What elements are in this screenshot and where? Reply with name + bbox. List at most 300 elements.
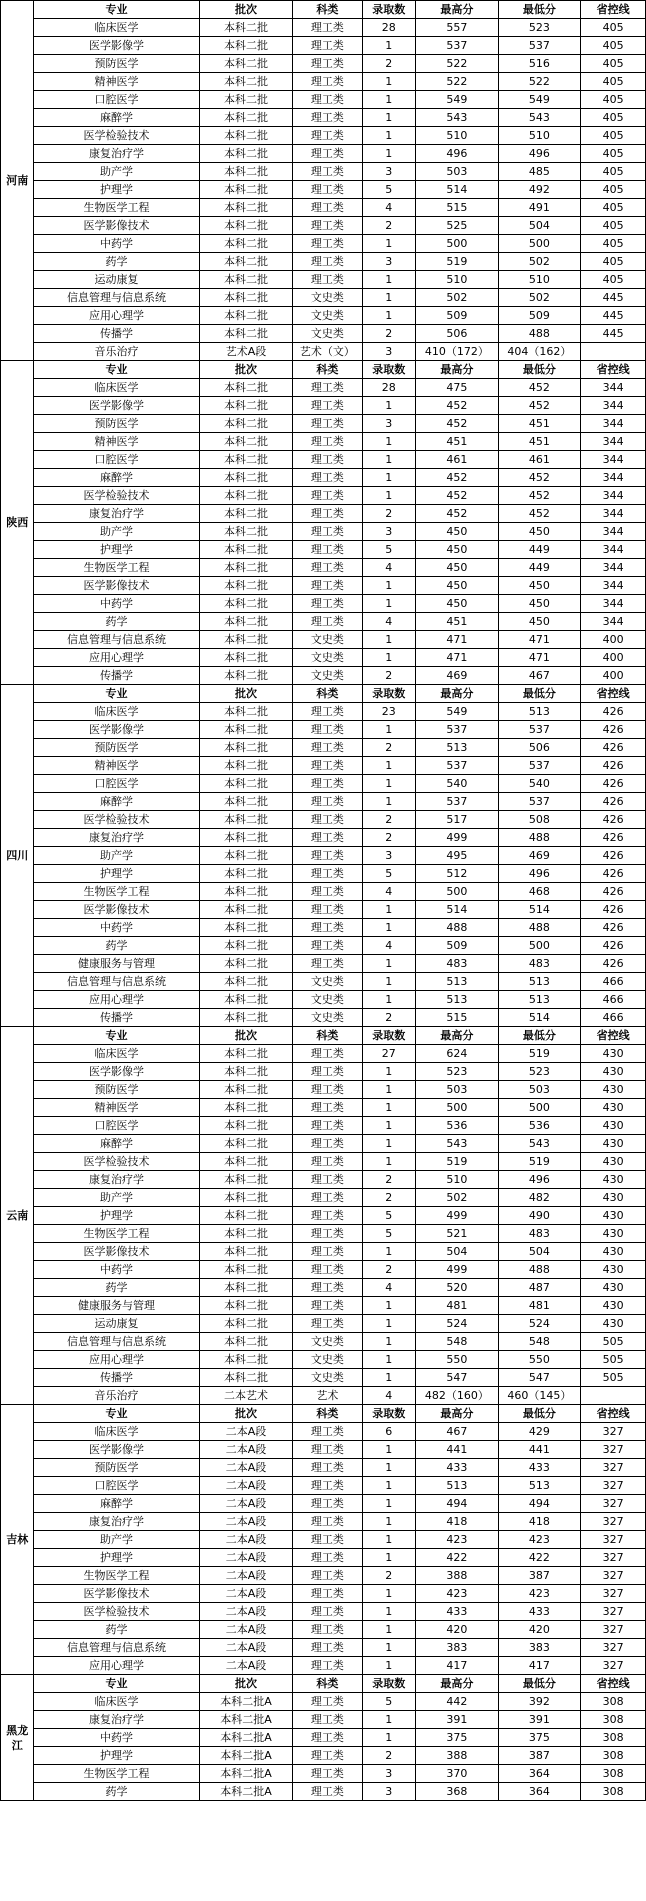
table-cell: 391	[498, 1711, 581, 1729]
table-row	[1, 19, 646, 37]
column-header: 专业	[34, 1027, 199, 1045]
table-cell: 549	[416, 703, 499, 721]
table-cell: 1	[362, 1369, 416, 1387]
table-cell: 理工类	[293, 91, 362, 109]
table-cell: 本科二批	[199, 649, 293, 667]
column-header: 最低分	[498, 1, 581, 19]
table-row	[1, 271, 646, 289]
table-cell: 健康服务与管理	[34, 1297, 199, 1315]
column-header: 最低分	[498, 1675, 581, 1693]
table-cell: 430	[581, 1243, 646, 1261]
table-cell: 本科二批A	[199, 1729, 293, 1747]
table-cell: 513	[416, 739, 499, 757]
table-cell: 2	[362, 1261, 416, 1279]
table-cell: 中药学	[34, 595, 199, 613]
table-cell: 中药学	[34, 235, 199, 253]
table-cell: 理工类	[293, 73, 362, 91]
table-cell: 理工类	[293, 1657, 362, 1675]
table-cell: 543	[416, 1135, 499, 1153]
table-cell: 430	[581, 1117, 646, 1135]
table-cell: 450	[416, 595, 499, 613]
table-cell: 本科二批	[199, 397, 293, 415]
table-cell: 481	[416, 1297, 499, 1315]
table-cell: 口腔医学	[34, 451, 199, 469]
table-cell: 理工类	[293, 55, 362, 73]
table-cell: 理工类	[293, 1621, 362, 1639]
table-cell: 468	[498, 883, 581, 901]
table-cell: 441	[498, 1441, 581, 1459]
column-header: 批次	[199, 1027, 293, 1045]
table-cell: 423	[498, 1531, 581, 1549]
table-cell: 4	[362, 199, 416, 217]
table-cell: 理工类	[293, 433, 362, 451]
table-cell: 本科二批	[199, 19, 293, 37]
table-cell: 503	[416, 163, 499, 181]
table-cell: 450	[416, 523, 499, 541]
table-row	[1, 307, 646, 325]
table-cell: 3	[362, 163, 416, 181]
table-row	[1, 811, 646, 829]
table-cell: 375	[416, 1729, 499, 1747]
table-cell: 药学	[34, 937, 199, 955]
table-cell: 426	[581, 757, 646, 775]
table-cell: 445	[581, 289, 646, 307]
column-header: 省控线	[581, 685, 646, 703]
table-cell: 精神医学	[34, 1099, 199, 1117]
table-cell: 549	[498, 91, 581, 109]
table-cell: 药学	[34, 1621, 199, 1639]
table-cell: 理工类	[293, 1729, 362, 1747]
table-cell: 487	[498, 1279, 581, 1297]
table-cell: 艺术（文）	[293, 343, 362, 361]
table-cell: 624	[416, 1045, 499, 1063]
table-cell: 健康服务与管理	[34, 955, 199, 973]
table-cell: 2	[362, 55, 416, 73]
table-cell: 1	[362, 577, 416, 595]
table-row	[1, 1261, 646, 1279]
table-cell: 医学影像学	[34, 721, 199, 739]
table-cell: 应用心理学	[34, 1351, 199, 1369]
table-cell: 本科二批	[199, 1369, 293, 1387]
table-cell: 426	[581, 793, 646, 811]
table-cell: 490	[498, 1207, 581, 1225]
table-cell: 临床医学	[34, 1045, 199, 1063]
table-cell: 本科二批	[199, 379, 293, 397]
table-cell: 药学	[34, 253, 199, 271]
table-row	[1, 1333, 646, 1351]
table-cell: 508	[498, 811, 581, 829]
table-cell: 423	[416, 1585, 499, 1603]
table-cell: 450	[416, 541, 499, 559]
table-cell: 音乐治疗	[34, 343, 199, 361]
table-cell: 1	[362, 595, 416, 613]
table-row	[1, 109, 646, 127]
table-cell: 医学影像技术	[34, 577, 199, 595]
table-row	[1, 523, 646, 541]
table-cell: 4	[362, 937, 416, 955]
table-cell: 本科二批	[199, 199, 293, 217]
table-row	[1, 829, 646, 847]
table-cell: 本科二批	[199, 55, 293, 73]
table-row	[1, 1603, 646, 1621]
table-cell: 临床医学	[34, 1423, 199, 1441]
table-cell: 2	[362, 829, 416, 847]
table-cell: 510	[416, 127, 499, 145]
table-cell: 文史类	[293, 631, 362, 649]
table-cell: 精神医学	[34, 757, 199, 775]
table-cell: 410（172）	[416, 343, 499, 361]
table-cell: 本科二批	[199, 109, 293, 127]
table-cell: 护理学	[34, 1207, 199, 1225]
table-row	[1, 1207, 646, 1225]
table-cell: 547	[416, 1369, 499, 1387]
table-cell: 理工类	[293, 937, 362, 955]
table-cell: 本科二批	[199, 487, 293, 505]
table-row	[1, 1387, 646, 1405]
table-cell: 理工类	[293, 127, 362, 145]
table-cell: 388	[416, 1747, 499, 1765]
table-cell: 理工类	[293, 19, 362, 37]
column-header: 最高分	[416, 1, 499, 19]
table-cell: 426	[581, 883, 646, 901]
table-row	[1, 919, 646, 937]
table-cell: 387	[498, 1747, 581, 1765]
table-row	[1, 1477, 646, 1495]
table-cell: 传播学	[34, 1369, 199, 1387]
table-cell: 433	[498, 1603, 581, 1621]
table-cell: 理工类	[293, 793, 362, 811]
table-cell: 1	[362, 1459, 416, 1477]
table-cell: 4	[362, 559, 416, 577]
table-cell: 理工类	[293, 487, 362, 505]
table-cell: 308	[581, 1747, 646, 1765]
table-cell: 452	[498, 487, 581, 505]
table-cell: 364	[498, 1765, 581, 1783]
table-cell: 2	[362, 1171, 416, 1189]
table-cell: 502	[498, 289, 581, 307]
table-row	[1, 253, 646, 271]
table-cell: 522	[498, 73, 581, 91]
table-row	[1, 721, 646, 739]
table-cell: 1	[362, 1513, 416, 1531]
table-cell: 517	[416, 811, 499, 829]
province-label: 云南	[1, 1027, 34, 1405]
table-cell: 医学检验技术	[34, 811, 199, 829]
table-cell: 481	[498, 1297, 581, 1315]
table-cell: 513	[498, 973, 581, 991]
table-cell: 二本A段	[199, 1657, 293, 1675]
table-cell: 550	[416, 1351, 499, 1369]
table-cell: 536	[416, 1117, 499, 1135]
table-cell: 应用心理学	[34, 649, 199, 667]
table-cell: 405	[581, 271, 646, 289]
table-cell: 本科二批	[199, 1099, 293, 1117]
table-cell: 本科二批A	[199, 1783, 293, 1801]
column-header: 最低分	[498, 361, 581, 379]
table-cell: 4	[362, 613, 416, 631]
table-cell: 452	[416, 487, 499, 505]
table-cell: 助产学	[34, 1531, 199, 1549]
table-cell: 469	[416, 667, 499, 685]
table-cell: 本科二批	[199, 433, 293, 451]
column-header: 省控线	[581, 361, 646, 379]
table-row	[1, 91, 646, 109]
table-row	[1, 55, 646, 73]
table-cell: 3	[362, 1765, 416, 1783]
table-cell: 3	[362, 253, 416, 271]
province-label: 陕西	[1, 361, 34, 685]
table-cell: 音乐治疗	[34, 1387, 199, 1405]
table-cell: 405	[581, 235, 646, 253]
table-cell: 本科二批	[199, 1171, 293, 1189]
table-cell: 513	[416, 991, 499, 1009]
table-cell: 本科二批	[199, 307, 293, 325]
table-cell: 1	[362, 1477, 416, 1495]
table-cell: 514	[416, 901, 499, 919]
table-row	[1, 1045, 646, 1063]
table-cell: 理工类	[293, 1153, 362, 1171]
table-cell: 理工类	[293, 1549, 362, 1567]
table-cell: 生物医学工程	[34, 883, 199, 901]
table-cell: 1	[362, 1243, 416, 1261]
table-cell: 麻醉学	[34, 793, 199, 811]
table-cell: 信息管理与信息系统	[34, 973, 199, 991]
table-cell: 医学影像技术	[34, 1585, 199, 1603]
table-cell: 466	[581, 973, 646, 991]
table-cell: 本科二批	[199, 955, 293, 973]
table-row	[1, 37, 646, 55]
table-cell: 344	[581, 415, 646, 433]
table-cell: 5	[362, 1225, 416, 1243]
table-cell: 327	[581, 1621, 646, 1639]
table-cell: 理工类	[293, 1513, 362, 1531]
table-cell: 449	[498, 559, 581, 577]
table-cell: 430	[581, 1225, 646, 1243]
table-cell: 327	[581, 1603, 646, 1621]
table-cell: 信息管理与信息系统	[34, 631, 199, 649]
table-cell: 助产学	[34, 847, 199, 865]
table-cell: 助产学	[34, 523, 199, 541]
table-cell: 513	[416, 1477, 499, 1495]
table-cell: 426	[581, 919, 646, 937]
table-cell: 405	[581, 181, 646, 199]
table-cell: 理工类	[293, 1423, 362, 1441]
province-label: 四川	[1, 685, 34, 1027]
table-row	[1, 469, 646, 487]
table-cell: 理工类	[293, 1783, 362, 1801]
table-cell: 理工类	[293, 469, 362, 487]
table-cell: 502	[416, 1189, 499, 1207]
table-cell: 5	[362, 181, 416, 199]
column-header: 批次	[199, 685, 293, 703]
table-cell: 本科二批	[199, 253, 293, 271]
table-cell: 308	[581, 1783, 646, 1801]
table-cell: 426	[581, 865, 646, 883]
table-cell: 488	[416, 919, 499, 937]
table-cell: 理工类	[293, 1495, 362, 1513]
column-header: 录取数	[362, 1027, 416, 1045]
table-row	[1, 1171, 646, 1189]
table-cell: 543	[416, 109, 499, 127]
table-cell: 本科二批	[199, 883, 293, 901]
table-cell: 本科二批	[199, 901, 293, 919]
table-cell: 494	[416, 1495, 499, 1513]
table-cell: 466	[581, 991, 646, 1009]
table-cell: 537	[416, 757, 499, 775]
table-row	[1, 235, 646, 253]
table-cell: 327	[581, 1423, 646, 1441]
table-cell: 本科二批	[199, 775, 293, 793]
table-cell: 537	[498, 721, 581, 739]
table-cell: 308	[581, 1765, 646, 1783]
table-cell: 2	[362, 811, 416, 829]
table-cell: 344	[581, 469, 646, 487]
table-cell: 521	[416, 1225, 499, 1243]
table-row	[1, 73, 646, 91]
table-row	[1, 199, 646, 217]
table-cell: 430	[581, 1171, 646, 1189]
table-cell: 430	[581, 1207, 646, 1225]
table-cell: 医学影像学	[34, 1063, 199, 1081]
table-row	[1, 1063, 646, 1081]
table-cell: 理工类	[293, 451, 362, 469]
table-cell: 本科二批	[199, 127, 293, 145]
table-cell: 二本A段	[199, 1639, 293, 1657]
table-cell: 理工类	[293, 739, 362, 757]
table-cell: 本科二批	[199, 1063, 293, 1081]
table-cell: 515	[416, 1009, 499, 1027]
table-cell: 505	[581, 1369, 646, 1387]
table-cell: 麻醉学	[34, 469, 199, 487]
table-cell: 23	[362, 703, 416, 721]
table-row	[1, 559, 646, 577]
table-cell: 426	[581, 847, 646, 865]
table-cell: 344	[581, 487, 646, 505]
table-cell: 1	[362, 307, 416, 325]
table-cell: 理工类	[293, 1099, 362, 1117]
table-cell: 504	[498, 217, 581, 235]
table-row	[1, 541, 646, 559]
table-cell: 519	[416, 1153, 499, 1171]
table-cell: 417	[498, 1657, 581, 1675]
table-row	[1, 1225, 646, 1243]
table-cell: 536	[498, 1117, 581, 1135]
table-row	[1, 613, 646, 631]
table-cell: 430	[581, 1045, 646, 1063]
table-cell: 1	[362, 1297, 416, 1315]
table-cell: 537	[498, 37, 581, 55]
table-cell: 430	[581, 1081, 646, 1099]
table-cell: 医学影像学	[34, 397, 199, 415]
table-row	[1, 379, 646, 397]
table-cell: 理工类	[293, 1171, 362, 1189]
table-cell: 1	[362, 1081, 416, 1099]
table-cell: 422	[498, 1549, 581, 1567]
table-cell: 传播学	[34, 1009, 199, 1027]
province-label: 吉林	[1, 1405, 34, 1675]
table-cell: 二本A段	[199, 1531, 293, 1549]
table-cell: 理工类	[293, 1207, 362, 1225]
table-cell: 本科二批	[199, 415, 293, 433]
table-cell: 理工类	[293, 163, 362, 181]
table-cell: 理工类	[293, 1117, 362, 1135]
table-cell: 二本A段	[199, 1459, 293, 1477]
table-cell: 420	[498, 1621, 581, 1639]
table-cell: 519	[498, 1153, 581, 1171]
table-cell: 理工类	[293, 181, 362, 199]
table-cell: 临床医学	[34, 703, 199, 721]
table-cell: 药学	[34, 1783, 199, 1801]
table-cell: 471	[498, 631, 581, 649]
table-cell: 494	[498, 1495, 581, 1513]
table-cell: 515	[416, 199, 499, 217]
table-cell: 488	[498, 1261, 581, 1279]
table-cell: 488	[498, 829, 581, 847]
table-cell: 364	[498, 1783, 581, 1801]
table-cell: 本科二批	[199, 577, 293, 595]
table-row	[1, 1009, 646, 1027]
table-cell: 327	[581, 1639, 646, 1657]
table-cell: 本科二批	[199, 667, 293, 685]
table-cell: 本科二批A	[199, 1711, 293, 1729]
column-header: 录取数	[362, 685, 416, 703]
table-row	[1, 1351, 646, 1369]
table-cell: 4	[362, 1279, 416, 1297]
table-cell: 1	[362, 1603, 416, 1621]
table-cell: 本科二批	[199, 1225, 293, 1243]
table-cell: 康复治疗学	[34, 1711, 199, 1729]
table-row	[1, 1693, 646, 1711]
table-cell: 预防医学	[34, 739, 199, 757]
table-cell: 506	[498, 739, 581, 757]
table-cell: 506	[416, 325, 499, 343]
table-row	[1, 1585, 646, 1603]
table-cell: 485	[498, 163, 581, 181]
table-cell: 康复治疗学	[34, 145, 199, 163]
table-cell: 466	[581, 1009, 646, 1027]
table-cell: 1	[362, 955, 416, 973]
column-header: 省控线	[581, 1675, 646, 1693]
table-cell: 临床医学	[34, 379, 199, 397]
table-row	[1, 1153, 646, 1171]
table-cell: 理工类	[293, 901, 362, 919]
table-cell: 本科二批	[199, 1135, 293, 1153]
table-row	[1, 1117, 646, 1135]
table-cell: 生物医学工程	[34, 1765, 199, 1783]
table-cell: 388	[416, 1567, 499, 1585]
table-cell: 537	[498, 757, 581, 775]
table-cell: 495	[416, 847, 499, 865]
column-header: 批次	[199, 1405, 293, 1423]
table-cell: 405	[581, 145, 646, 163]
table-cell: 500	[498, 1099, 581, 1117]
table-cell: 430	[581, 1315, 646, 1333]
table-cell: 理工类	[293, 1045, 362, 1063]
table-cell: 426	[581, 937, 646, 955]
table-cell: 344	[581, 559, 646, 577]
table-cell: 理工类	[293, 1585, 362, 1603]
table-cell: 499	[416, 829, 499, 847]
table-cell: 547	[498, 1369, 581, 1387]
table-cell: 理工类	[293, 217, 362, 235]
table-cell: 本科二批	[199, 919, 293, 937]
table-cell: 540	[416, 775, 499, 793]
table-body	[1, 1, 646, 1801]
table-cell: 5	[362, 541, 416, 559]
table-cell: 文史类	[293, 1333, 362, 1351]
column-header: 省控线	[581, 1, 646, 19]
table-cell: 本科二批	[199, 289, 293, 307]
